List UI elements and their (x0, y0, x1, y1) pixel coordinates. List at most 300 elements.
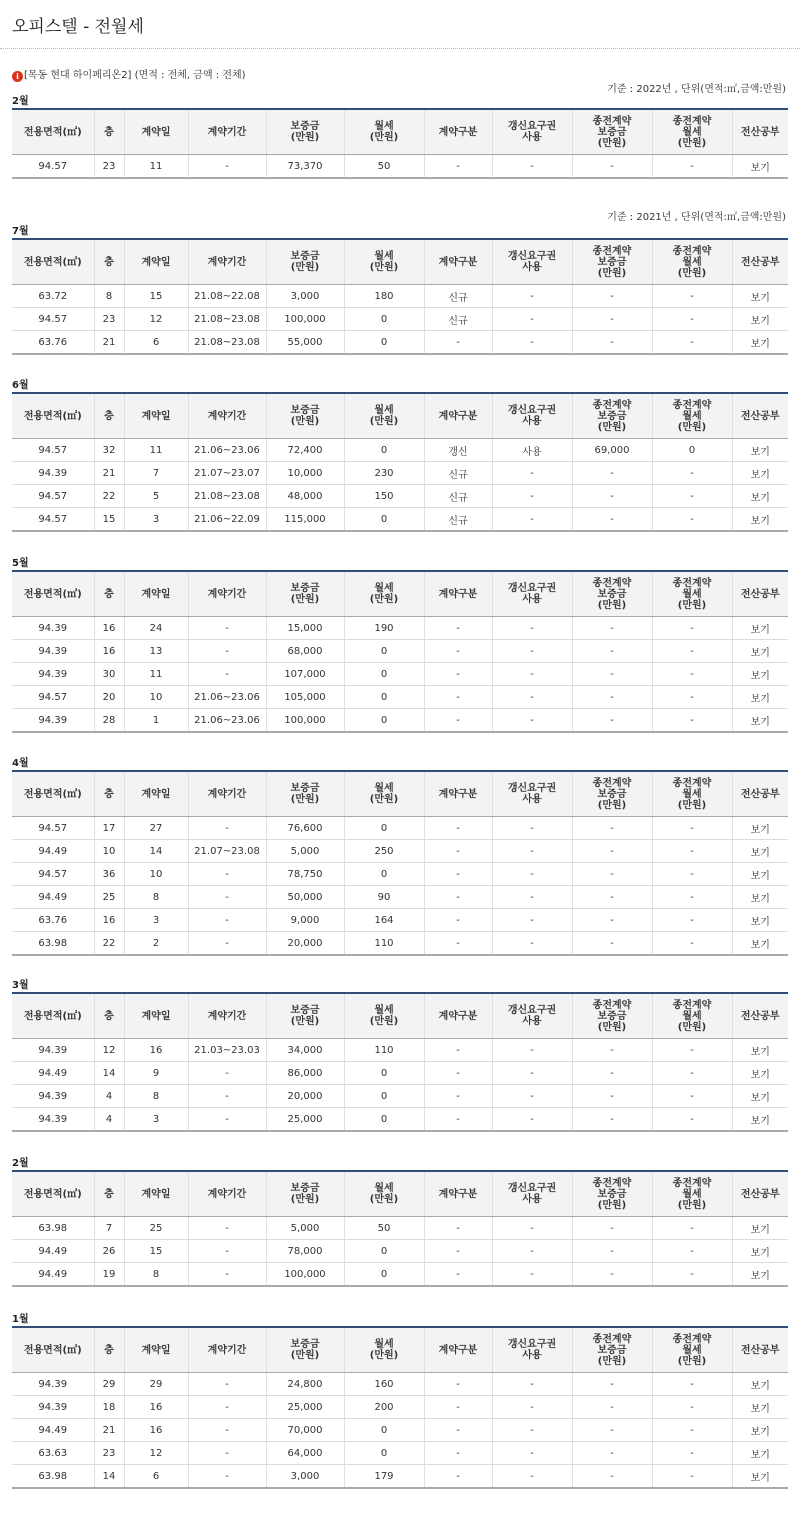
table-cell: - (188, 640, 266, 663)
table-row (12, 686, 788, 709)
table-cell: 100,000 (266, 1263, 344, 1287)
month-label: 5월 (12, 558, 29, 569)
table-cell: 12 (94, 1039, 124, 1062)
column-header: 계약기간 (188, 393, 266, 439)
table-cell: 16 (94, 640, 124, 663)
table-cell: - (424, 155, 492, 179)
table-cell: 11 (124, 439, 188, 462)
column-header: 전산공부 (732, 109, 788, 155)
column-header: 층 (94, 393, 124, 439)
year-note-2022: 기준 : 2022년 , 단위(면적:㎡,금액:만원) (607, 84, 786, 95)
table-row (12, 932, 788, 956)
table-cell: 신규 (424, 462, 492, 485)
table-cell: 25 (94, 886, 124, 909)
column-header: 보증금 (만원) (266, 993, 344, 1039)
column-header: 종전계약 월세 (만원) (652, 1171, 732, 1217)
title-divider (0, 48, 800, 49)
table-cell: 16 (124, 1419, 188, 1442)
table-cell: 0 (344, 817, 424, 840)
view-record-link[interactable]: 보기 (732, 663, 788, 686)
view-record-link[interactable]: 보기 (732, 932, 788, 956)
table-cell: 1 (124, 709, 188, 733)
table-cell: - (572, 909, 652, 932)
table-row (12, 840, 788, 863)
table-cell: 78,750 (266, 863, 344, 886)
table-cell: 16 (94, 909, 124, 932)
table-row (12, 155, 788, 179)
table-cell: - (492, 462, 572, 485)
view-record-link[interactable]: 보기 (732, 308, 788, 331)
table-cell: 69,000 (572, 439, 652, 462)
view-record-link[interactable]: 보기 (732, 439, 788, 462)
table-cell: - (572, 508, 652, 532)
rent-table (12, 992, 788, 1132)
table-row (12, 1465, 788, 1489)
column-header: 층 (94, 1171, 124, 1217)
table-cell: - (572, 886, 652, 909)
table-row (12, 909, 788, 932)
column-header: 종전계약 보증금 (만원) (572, 1327, 652, 1373)
table-cell: - (424, 1442, 492, 1465)
table-cell: 94.57 (12, 439, 94, 462)
table-cell: 갱신 (424, 439, 492, 462)
view-record-link[interactable]: 보기 (732, 1039, 788, 1062)
table-cell: 160 (344, 1373, 424, 1396)
table-cell: 94.57 (12, 155, 94, 179)
table-cell: 110 (344, 932, 424, 956)
table-cell: - (424, 909, 492, 932)
table-cell: - (572, 331, 652, 355)
table-cell: 63.72 (12, 285, 94, 308)
column-header: 전산공부 (732, 1327, 788, 1373)
table-cell: - (492, 1442, 572, 1465)
column-header: 갱신요구권 사용 (492, 571, 572, 617)
table-cell: - (492, 331, 572, 355)
table-cell: - (652, 909, 732, 932)
column-header: 계약기간 (188, 239, 266, 285)
table-cell: 94.49 (12, 886, 94, 909)
table-cell: - (572, 1263, 652, 1287)
table-cell: 24,800 (266, 1373, 344, 1396)
table-row (12, 863, 788, 886)
table-row (12, 485, 788, 508)
view-record-link[interactable]: 보기 (732, 1263, 788, 1287)
month-label: 7월 (12, 226, 29, 237)
table-cell: 0 (344, 1419, 424, 1442)
view-record-link[interactable]: 보기 (732, 1419, 788, 1442)
table-cell: - (188, 1062, 266, 1085)
table-row (12, 886, 788, 909)
view-record-link[interactable]: 보기 (732, 817, 788, 840)
table-header-row (12, 109, 788, 155)
table-cell: - (492, 1240, 572, 1263)
table-cell: - (424, 709, 492, 733)
table-cell: - (424, 617, 492, 640)
column-header: 층 (94, 993, 124, 1039)
table-cell: 5,000 (266, 840, 344, 863)
column-header: 계약구분 (424, 1171, 492, 1217)
table-cell: 21.08~23.08 (188, 308, 266, 331)
table-cell: - (492, 1108, 572, 1132)
table-cell: 0 (652, 439, 732, 462)
table-cell: 8 (94, 285, 124, 308)
table-cell: 16 (124, 1396, 188, 1419)
column-header: 전산공부 (732, 393, 788, 439)
table-cell: - (188, 1263, 266, 1287)
table-cell: 21.06~23.06 (188, 686, 266, 709)
table-cell: - (424, 1039, 492, 1062)
table-cell: 13 (124, 640, 188, 663)
table-cell: 230 (344, 462, 424, 485)
table-cell: 21 (94, 1419, 124, 1442)
table-cell: - (572, 817, 652, 840)
table-cell: - (572, 932, 652, 956)
table-cell: 신규 (424, 485, 492, 508)
table-cell: 164 (344, 909, 424, 932)
table-cell: 94.57 (12, 863, 94, 886)
view-record-link[interactable]: 보기 (732, 285, 788, 308)
column-header: 계약구분 (424, 993, 492, 1039)
table-cell: 36 (94, 863, 124, 886)
table-header-row (12, 771, 788, 817)
table-cell: 94.39 (12, 617, 94, 640)
table-cell: 100,000 (266, 709, 344, 733)
table-cell: - (572, 1217, 652, 1240)
table-cell: - (652, 462, 732, 485)
table-cell: 115,000 (266, 508, 344, 532)
view-record-link[interactable]: 보기 (732, 1442, 788, 1465)
table-cell: - (572, 1419, 652, 1442)
table-cell: 21.08~23.08 (188, 331, 266, 355)
table-cell: - (424, 840, 492, 863)
column-header: 월세 (만원) (344, 1327, 424, 1373)
column-header: 계약기간 (188, 1171, 266, 1217)
table-cell: - (492, 1217, 572, 1240)
table-cell: - (572, 617, 652, 640)
table-row (12, 1108, 788, 1132)
table-cell: 94.39 (12, 1396, 94, 1419)
table-cell: 107,000 (266, 663, 344, 686)
column-header: 월세 (만원) (344, 571, 424, 617)
table-cell: 0 (344, 331, 424, 355)
table-row (12, 1442, 788, 1465)
table-cell: - (572, 686, 652, 709)
column-header: 층 (94, 109, 124, 155)
view-record-link[interactable]: 보기 (732, 1062, 788, 1085)
table-cell: 32 (94, 439, 124, 462)
table-cell: - (188, 1442, 266, 1465)
view-record-link[interactable]: 보기 (732, 840, 788, 863)
column-header: 층 (94, 771, 124, 817)
column-header: 계약일 (124, 771, 188, 817)
table-cell: - (492, 1085, 572, 1108)
table-cell: - (492, 155, 572, 179)
view-record-link[interactable]: 보기 (732, 686, 788, 709)
table-row (12, 508, 788, 532)
table-cell: 21.06~23.06 (188, 709, 266, 733)
table-row (12, 640, 788, 663)
table-cell: 3,000 (266, 1465, 344, 1489)
table-cell: 150 (344, 485, 424, 508)
column-header: 보증금 (만원) (266, 1327, 344, 1373)
table-cell: 94.39 (12, 663, 94, 686)
table-cell: - (492, 1263, 572, 1287)
table-row (12, 1263, 788, 1287)
table-row (12, 1419, 788, 1442)
table-cell: 11 (124, 663, 188, 686)
table-cell: - (572, 462, 652, 485)
column-header: 종전계약 월세 (만원) (652, 393, 732, 439)
column-header: 월세 (만원) (344, 771, 424, 817)
table-cell: 21.03~23.03 (188, 1039, 266, 1062)
table-cell: 0 (344, 863, 424, 886)
column-header: 계약일 (124, 239, 188, 285)
table-cell: - (652, 1396, 732, 1419)
column-header: 전산공부 (732, 239, 788, 285)
table-cell: 94.57 (12, 817, 94, 840)
table-cell: 0 (344, 508, 424, 532)
table-header-row (12, 1171, 788, 1217)
table-row (12, 709, 788, 733)
table-cell: 20,000 (266, 1085, 344, 1108)
table-cell: - (424, 1062, 492, 1085)
table-cell: - (188, 617, 266, 640)
table-header-row (12, 239, 788, 285)
view-record-link[interactable]: 보기 (732, 1396, 788, 1419)
table-cell: - (492, 1419, 572, 1442)
table-cell: - (572, 709, 652, 733)
column-header: 전산공부 (732, 771, 788, 817)
column-header: 종전계약 월세 (만원) (652, 109, 732, 155)
table-cell: - (492, 1039, 572, 1062)
table-cell: 14 (94, 1062, 124, 1085)
table-cell: 30 (94, 663, 124, 686)
table-cell: 22 (94, 932, 124, 956)
view-record-link[interactable]: 보기 (732, 155, 788, 179)
table-cell: 6 (124, 331, 188, 355)
view-record-link[interactable]: 보기 (732, 1240, 788, 1263)
table-cell: 63.76 (12, 331, 94, 355)
column-header: 갱신요구권 사용 (492, 393, 572, 439)
table-cell: 25,000 (266, 1108, 344, 1132)
table-cell: - (188, 1217, 266, 1240)
column-header: 월세 (만원) (344, 1171, 424, 1217)
column-header: 월세 (만원) (344, 109, 424, 155)
view-record-link[interactable]: 보기 (732, 709, 788, 733)
building-name: [목동 현대 하이페리온2] (24, 70, 132, 81)
table-cell: 17 (94, 817, 124, 840)
table-cell: - (492, 485, 572, 508)
view-record-link[interactable]: 보기 (732, 1085, 788, 1108)
column-header: 종전계약 보증금 (만원) (572, 571, 652, 617)
view-record-link[interactable]: 보기 (732, 886, 788, 909)
table-cell: - (572, 1396, 652, 1419)
table-cell: - (188, 886, 266, 909)
table-cell: - (424, 331, 492, 355)
table-cell: - (652, 817, 732, 840)
table-cell: 63.76 (12, 909, 94, 932)
table-cell: 19 (94, 1263, 124, 1287)
view-record-link[interactable]: 보기 (732, 617, 788, 640)
column-header: 갱신요구권 사용 (492, 1327, 572, 1373)
table-cell: - (424, 1373, 492, 1396)
table-cell: - (572, 1085, 652, 1108)
year-note-2021: 기준 : 2021년 , 단위(면적:㎡,금액:만원) (607, 212, 786, 223)
column-header: 계약기간 (188, 993, 266, 1039)
table-cell: - (572, 1442, 652, 1465)
view-record-link[interactable]: 보기 (732, 485, 788, 508)
table-cell: - (652, 1263, 732, 1287)
table-cell: - (572, 155, 652, 179)
rent-table (12, 570, 788, 733)
table-cell: 21.08~22.08 (188, 285, 266, 308)
column-header: 계약구분 (424, 239, 492, 285)
table-cell: - (188, 1108, 266, 1132)
table-cell: 94.39 (12, 709, 94, 733)
table-cell: - (492, 308, 572, 331)
table-cell: 6 (124, 1465, 188, 1489)
table-cell: - (572, 485, 652, 508)
view-record-link[interactable]: 보기 (732, 462, 788, 485)
table-cell: 94.49 (12, 1240, 94, 1263)
table-cell: - (188, 932, 266, 956)
table-cell: 94.57 (12, 686, 94, 709)
table-cell: 3 (124, 508, 188, 532)
column-header: 계약구분 (424, 109, 492, 155)
column-header: 전용면적(㎡) (12, 1327, 94, 1373)
column-header: 계약기간 (188, 771, 266, 817)
table-cell: 28 (94, 709, 124, 733)
table-row (12, 1240, 788, 1263)
table-cell: - (424, 1419, 492, 1442)
table-cell: - (572, 863, 652, 886)
view-record-link[interactable]: 보기 (732, 508, 788, 532)
table-cell: 7 (94, 1217, 124, 1240)
table-cell: 94.39 (12, 640, 94, 663)
table-cell: 34,000 (266, 1039, 344, 1062)
view-record-link[interactable]: 보기 (732, 640, 788, 663)
table-cell: 0 (344, 709, 424, 733)
column-header: 종전계약 보증금 (만원) (572, 393, 652, 439)
column-header: 계약구분 (424, 771, 492, 817)
page-title: 오피스텔 - 전월세 (12, 17, 144, 37)
table-cell: - (424, 863, 492, 886)
view-record-link[interactable]: 보기 (732, 863, 788, 886)
table-cell: - (652, 840, 732, 863)
rent-table (12, 108, 788, 179)
column-header: 보증금 (만원) (266, 239, 344, 285)
table-cell: - (424, 1108, 492, 1132)
column-header: 전용면적(㎡) (12, 771, 94, 817)
column-header: 전용면적(㎡) (12, 1171, 94, 1217)
month-label: 2월 (12, 1158, 29, 1169)
column-header: 보증금 (만원) (266, 393, 344, 439)
table-cell: 90 (344, 886, 424, 909)
table-cell: 15 (124, 285, 188, 308)
table-cell: 3,000 (266, 285, 344, 308)
column-header: 계약일 (124, 1171, 188, 1217)
table-cell: 8 (124, 1263, 188, 1287)
table-cell: 50 (344, 1217, 424, 1240)
table-cell: - (424, 640, 492, 663)
table-cell: 94.39 (12, 1039, 94, 1062)
table-cell: - (572, 640, 652, 663)
table-header-row (12, 393, 788, 439)
table-cell: - (652, 1062, 732, 1085)
view-record-link[interactable]: 보기 (732, 909, 788, 932)
column-header: 종전계약 월세 (만원) (652, 239, 732, 285)
table-cell: 94.57 (12, 308, 94, 331)
column-header: 종전계약 보증금 (만원) (572, 771, 652, 817)
rent-table (12, 1326, 788, 1489)
table-cell: 63.98 (12, 1217, 94, 1240)
table-cell: - (188, 1465, 266, 1489)
table-cell: - (652, 663, 732, 686)
view-record-link[interactable]: 보기 (732, 1373, 788, 1396)
table-cell: 86,000 (266, 1062, 344, 1085)
table-cell: 27 (124, 817, 188, 840)
month-label: 1월 (12, 1314, 29, 1325)
table-cell: - (652, 485, 732, 508)
view-record-link[interactable]: 보기 (732, 1108, 788, 1132)
view-record-link[interactable]: 보기 (732, 1465, 788, 1489)
table-cell: - (424, 1217, 492, 1240)
table-cell: 55,000 (266, 331, 344, 355)
table-cell: - (652, 1442, 732, 1465)
table-cell: 4 (94, 1085, 124, 1108)
table-cell: - (572, 1108, 652, 1132)
column-header: 월세 (만원) (344, 393, 424, 439)
table-cell: - (188, 1373, 266, 1396)
table-row (12, 663, 788, 686)
table-cell: 73,370 (266, 155, 344, 179)
column-header: 종전계약 월세 (만원) (652, 1327, 732, 1373)
table-cell: 68,000 (266, 640, 344, 663)
table-cell: - (652, 617, 732, 640)
table-cell: - (424, 1465, 492, 1489)
table-cell: 5 (124, 485, 188, 508)
table-cell: - (572, 285, 652, 308)
table-cell: 5,000 (266, 1217, 344, 1240)
table-cell: 9,000 (266, 909, 344, 932)
table-cell: 94.39 (12, 1085, 94, 1108)
table-cell: 0 (344, 308, 424, 331)
table-row (12, 1217, 788, 1240)
filter-summary (12, 66, 246, 82)
view-record-link[interactable]: 보기 (732, 331, 788, 355)
column-header: 월세 (만원) (344, 239, 424, 285)
info-icon: i (12, 71, 23, 82)
table-cell: 0 (344, 1085, 424, 1108)
table-cell: - (492, 1396, 572, 1419)
table-row (12, 331, 788, 355)
table-cell: - (188, 863, 266, 886)
view-record-link[interactable]: 보기 (732, 1217, 788, 1240)
rent-table (12, 238, 788, 355)
table-cell: - (424, 1396, 492, 1419)
column-header: 전용면적(㎡) (12, 239, 94, 285)
table-cell: 14 (124, 840, 188, 863)
table-cell: 190 (344, 617, 424, 640)
table-cell: 14 (94, 1465, 124, 1489)
column-header: 갱신요구권 사용 (492, 239, 572, 285)
column-header: 종전계약 보증금 (만원) (572, 109, 652, 155)
table-cell: 사용 (492, 439, 572, 462)
table-cell: 4 (94, 1108, 124, 1132)
table-cell: - (424, 663, 492, 686)
table-cell: - (492, 909, 572, 932)
table-header-row (12, 571, 788, 617)
